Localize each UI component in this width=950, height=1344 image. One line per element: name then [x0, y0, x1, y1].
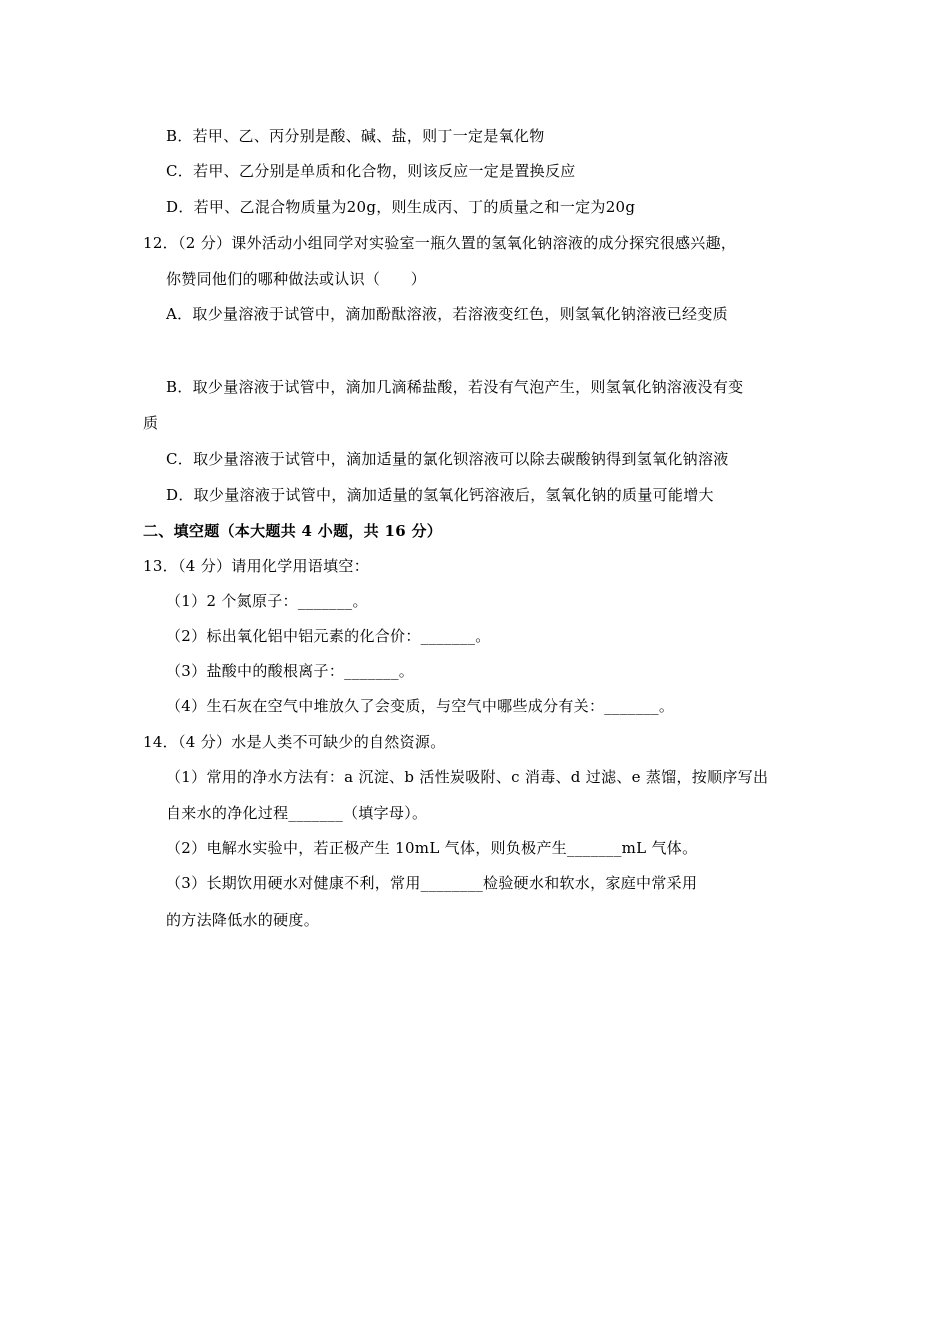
q13-stem: 13．（4 分）请用化学用语填空： — [143, 557, 369, 575]
q12-option-b-line2: 质 — [143, 414, 159, 432]
q14-part1-line1: （1）常用的净水方法有：a 沉淀、b 活性炭吸附、c 消毒、d 过滤、e 蒸馏，按顺序写出 — [166, 768, 769, 786]
q12-stem-line1: 12．（2 分）课外活动小组同学对实验室一瓶久置的氢氧化钠溶液的成分探究很感兴趣， — [143, 234, 737, 252]
q14-part3-line2: 的方法降低水的硬度。 — [166, 911, 320, 929]
q12-option-b-line1: B．取少量溶液于试管中，滴加几滴稀盐酸，若没有气泡产生，则氢氧化钠溶液没有变 — [166, 378, 744, 396]
q12-option-a: A．取少量溶液于试管中，滴加酚酞溶液，若溶液变红色，则氢氧化钠溶液已经变质 — [166, 305, 728, 323]
q14-part2: （2）电解水实验中，若正极产生 10mL 气体，则负极产生_______mL 气体。 — [166, 839, 698, 857]
q14-part1-line2: 自来水的净化过程_______（填字母）。 — [166, 804, 428, 822]
q13-part3: （3）盐酸中的酸根离子：_______。 — [166, 662, 415, 680]
q13-part1: （1）2 个氮原子：_______。 — [166, 592, 368, 610]
q14-part3-line1: （3）长期饮用硬水对健康不利，常用________检验硬水和软水，家庭中常采用 — [166, 874, 698, 892]
section-heading: 二、填空题（本大题共 4 小题，共 16 分） — [143, 522, 443, 540]
q12-option-d: D．取少量溶液于试管中，滴加适量的氢氧化钙溶液后，氢氧化钠的质量可能增大 — [166, 486, 714, 504]
q11-option-b: B．若甲、乙、丙分别是酸、碱、盐，则丁一定是氧化物 — [166, 127, 545, 145]
q12-option-c: C．取少量溶液于试管中，滴加适量的氯化钡溶液可以除去碳酸钠得到氢氧化钠溶液 — [166, 450, 729, 468]
q13-part4: （4）生石灰在空气中堆放久了会变质，与空气中哪些成分有关：_______。 — [166, 697, 675, 715]
q14-stem: 14．（4 分）水是人类不可缺少的自然资源。 — [143, 733, 446, 751]
q12-stem-line2: 你赞同他们的哪种做法或认识（ ） — [166, 270, 427, 288]
q11-option-d: D．若甲、乙混合物质量为20g，则生成丙、丁的质量之和一定为20g — [166, 198, 636, 216]
q11-option-c: C．若甲、乙分别是单质和化合物，则该反应一定是置换反应 — [166, 162, 576, 180]
q13-part2: （2）标出氧化铝中铝元素的化合价：_______。 — [166, 627, 491, 645]
